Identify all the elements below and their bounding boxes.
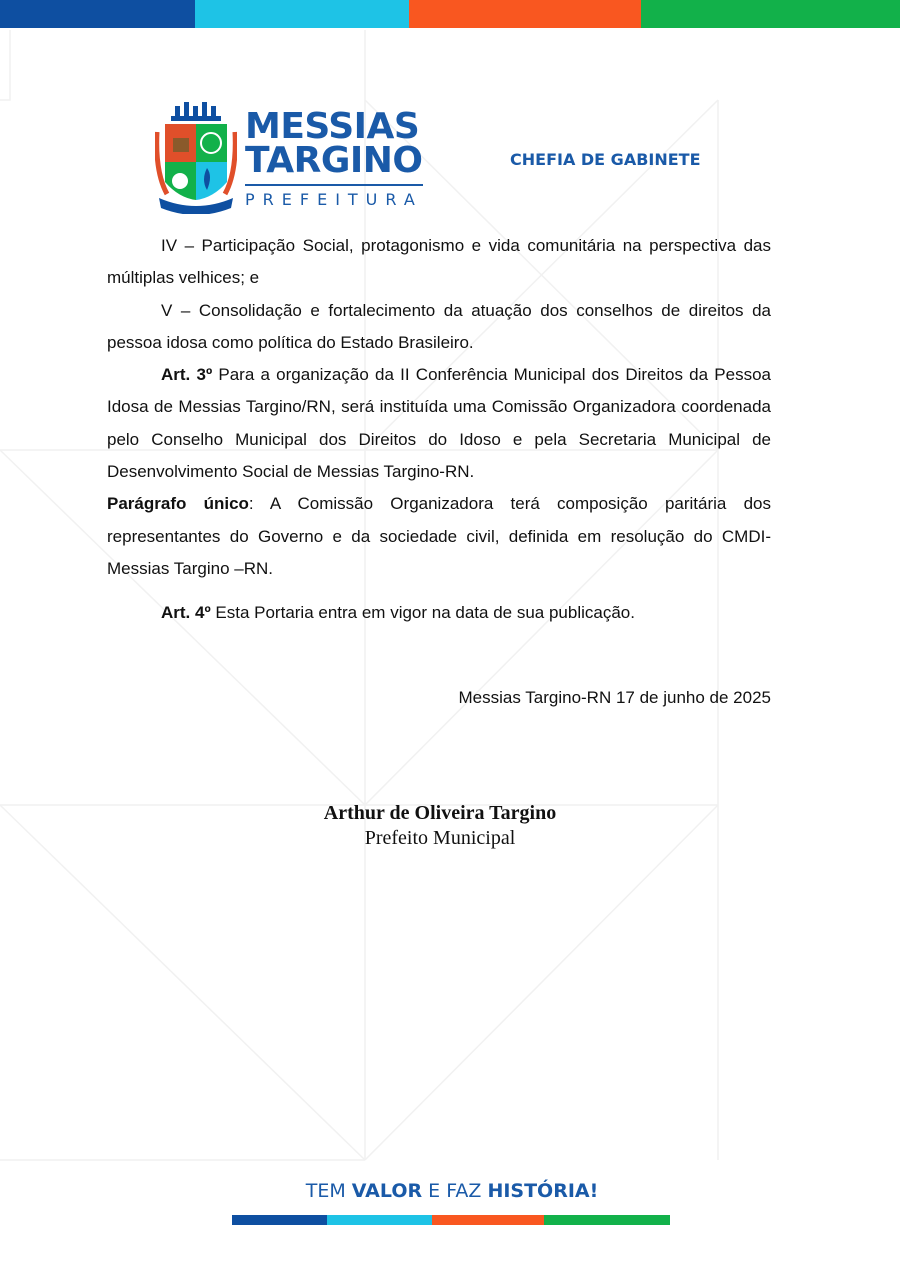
coat-of-arms-icon — [155, 102, 237, 214]
paragraph-v: V – Consolidação e fortalecimento da atuação dos conselhos de direitos da pessoa idosa como política do Estado Brasileiro. — [107, 300, 771, 352]
article-3-label: Art. 3º — [161, 365, 213, 385]
paragraph-iv: IV – Participação Social, protagonismo e vida comunitária na perspectiva das múltiplas velhices; e — [107, 236, 771, 288]
date-line: Messias Targino-RN 17 de junho de 2025 — [458, 688, 771, 707]
signer-name: Arthur de Oliveira Targino — [323, 802, 557, 824]
letterhead — [150, 100, 730, 218]
article-4-label: Art. 4º — [161, 603, 211, 623]
article-4-text: Esta Portaria entra em vigor na data de sua publicação. — [210, 603, 635, 623]
paragrafo-unico — [107, 488, 771, 585]
slogan-part-3: E FAZ — [422, 1180, 488, 1202]
paragrafo-unico-label: Parágrafo único — [107, 494, 249, 514]
bottom-stripe-orange — [432, 1215, 544, 1225]
article-4 — [107, 597, 771, 629]
bottom-stripe-blue — [232, 1215, 327, 1225]
article-3-text: Para a organização da II Conferência Municipal dos Direitos da Pessoa Idosa de Messias Targino/RN, será instituída uma Comissão Organizadora coordenada pelo Conselho Municipal dos Direitos do Idoso e pela Secretaria Municipal de Desenvolvimento Social de Messias Targino-RN. — [107, 365, 771, 482]
slogan-part-4: HISTÓRIA! — [487, 1180, 599, 1202]
prefeitura-logo — [245, 106, 423, 209]
logo-rule — [245, 184, 423, 186]
bottom-stripe-cyan — [327, 1215, 432, 1225]
paragrafo-unico-text: : A Comissão Organizadora terá composição paritária dos representantes do Governo e da sociedade civil, definida em resolução do CMDI-Messias Targino –RN. — [107, 494, 771, 578]
bottom-stripe-green — [544, 1215, 670, 1225]
footer-slogan — [0, 1180, 900, 1202]
bottom-color-stripe — [232, 1215, 670, 1225]
article-3 — [107, 359, 771, 488]
slogan-part-1: TEM — [305, 1180, 352, 1202]
signer-role: Prefeito Municipal — [364, 827, 516, 849]
slogan-part-2: VALOR — [351, 1180, 423, 1202]
signature-block — [0, 800, 880, 850]
logo-line3: PREFEITURA — [245, 190, 423, 209]
logo-line1: MESSIAS — [245, 106, 420, 147]
logo-line2: TARGINO — [245, 140, 423, 181]
document-body — [107, 230, 771, 630]
department-title: CHEFIA DE GABINETE — [510, 150, 701, 169]
